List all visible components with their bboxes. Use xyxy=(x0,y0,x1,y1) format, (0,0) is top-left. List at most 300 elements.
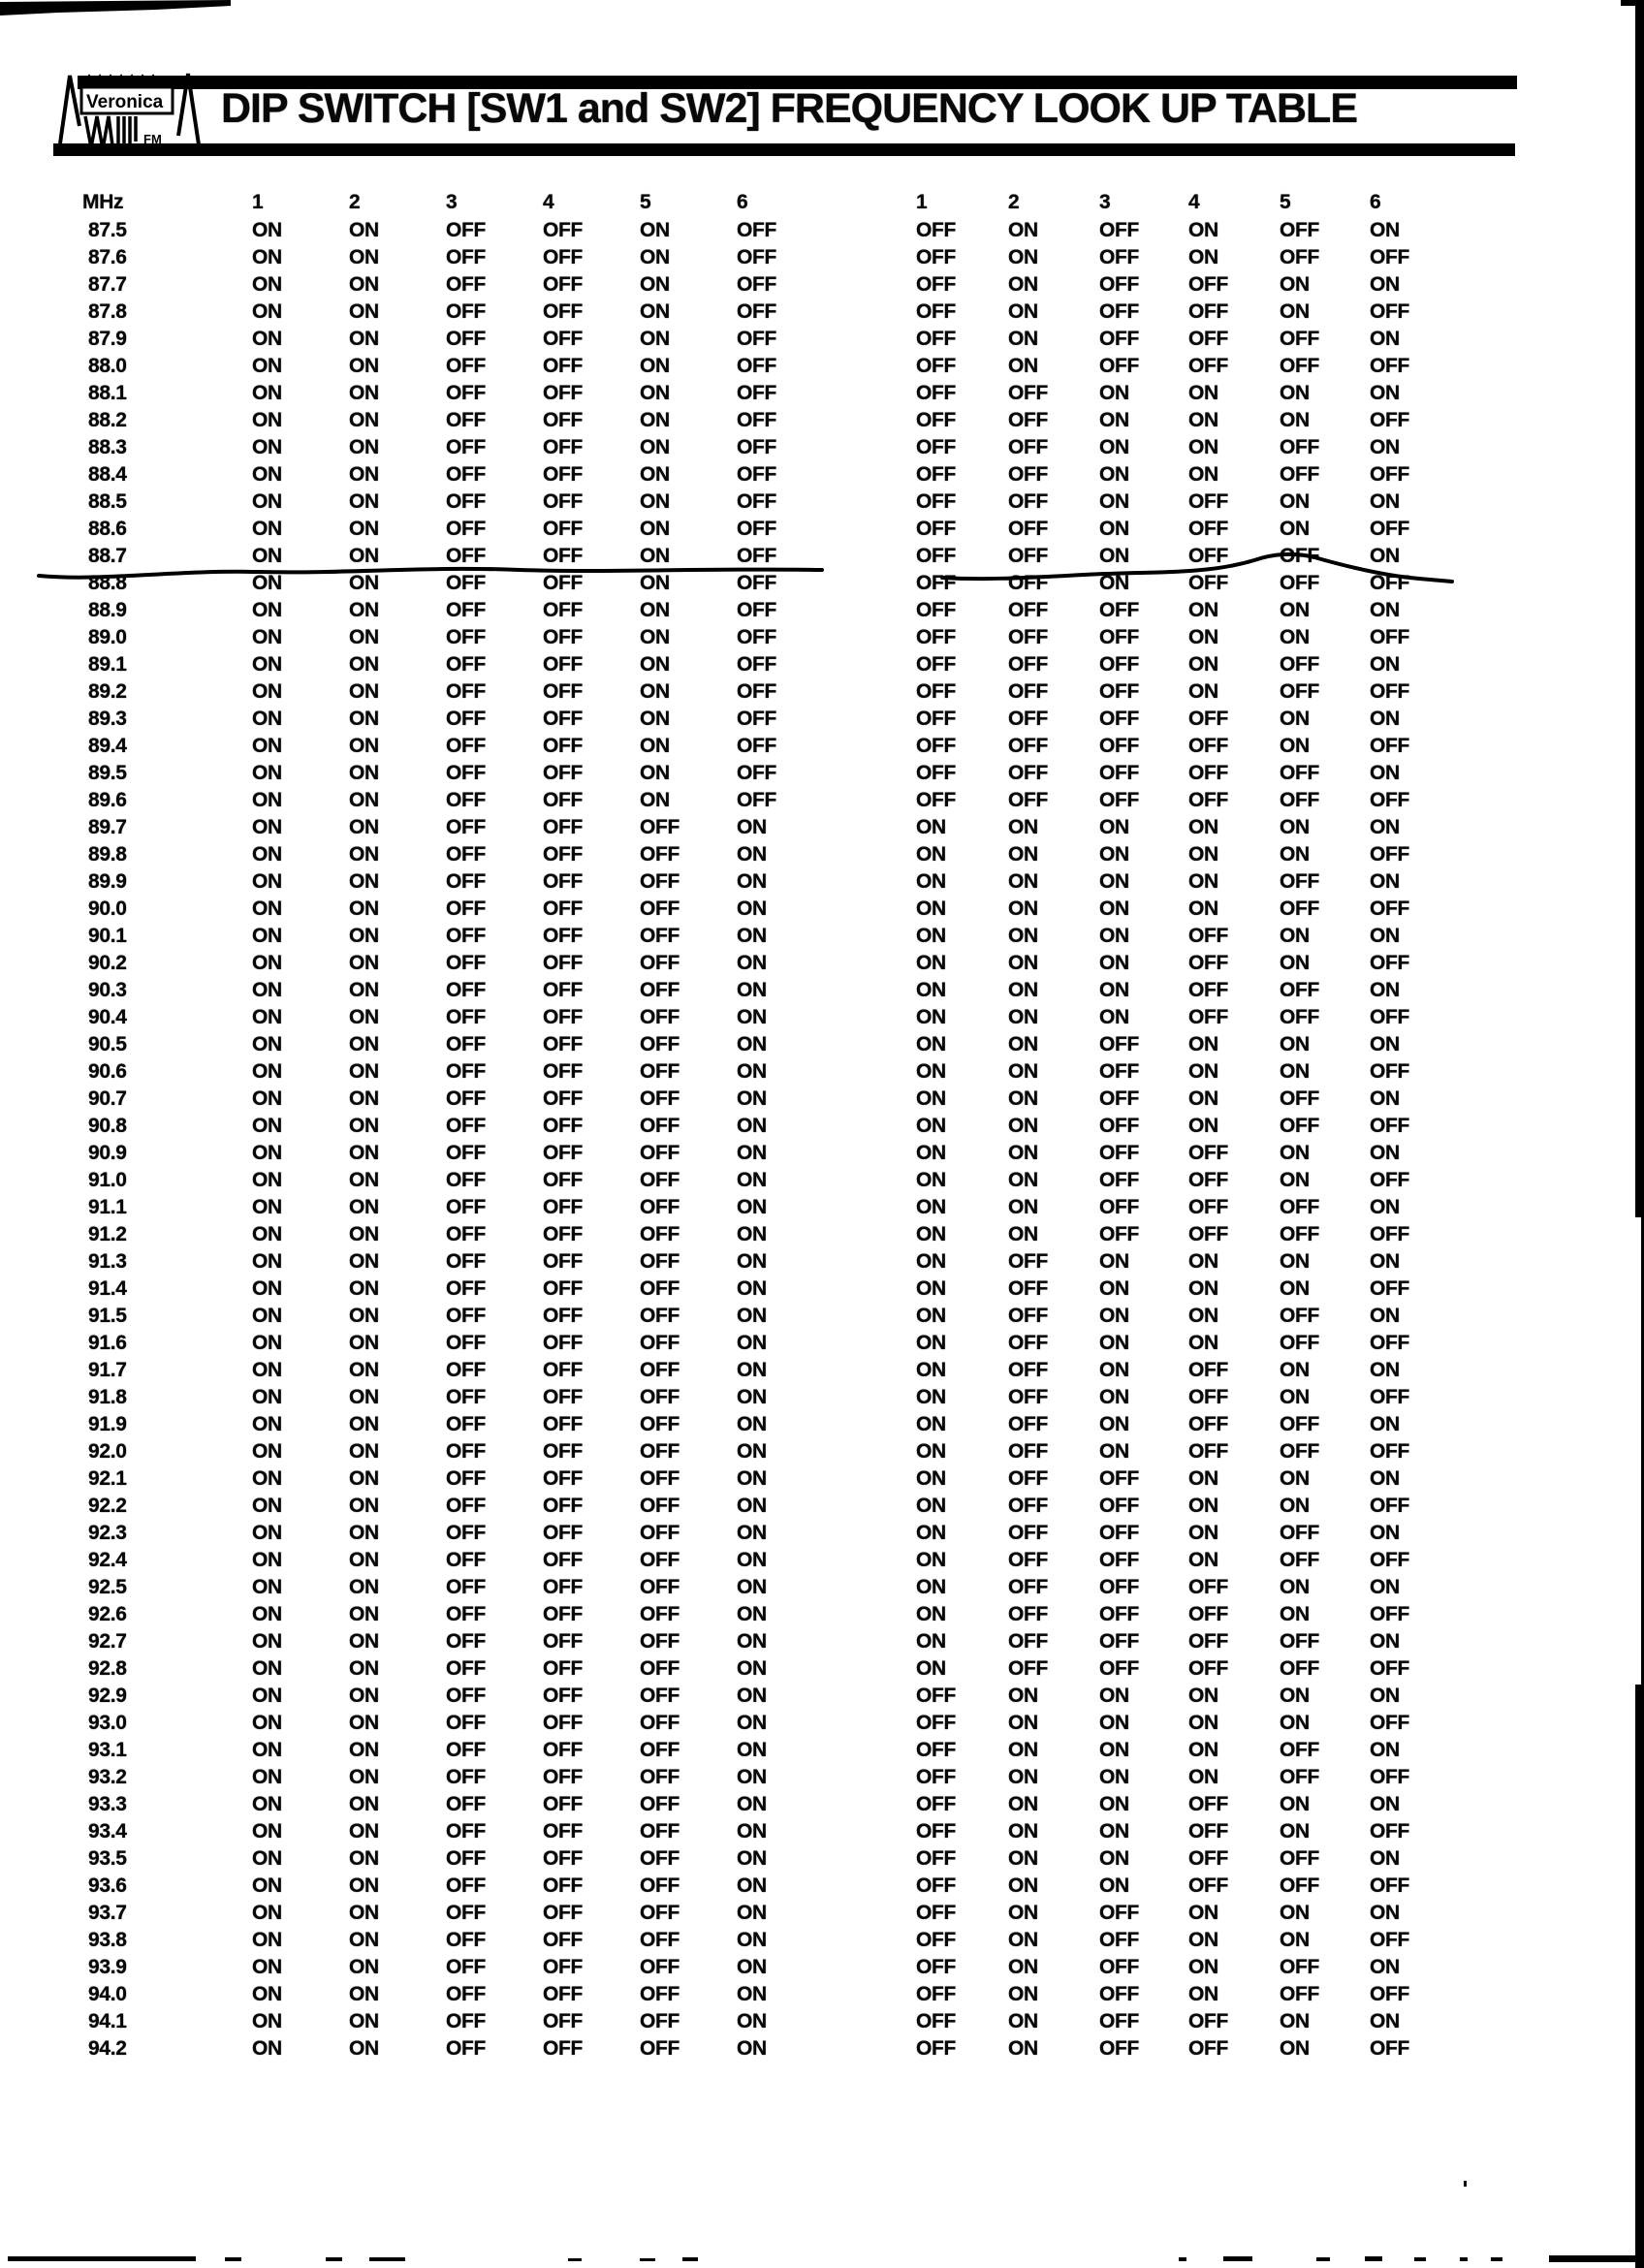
switch-state-cell: OFF xyxy=(543,1413,584,1435)
logo-left-spike xyxy=(60,76,79,143)
switch-state-cell: ON xyxy=(349,789,379,811)
switch-state-cell: OFF xyxy=(446,1983,487,2005)
switch-state-cell: ON xyxy=(737,1196,767,1218)
switch-state-cell: ON xyxy=(916,1223,946,1245)
switch-state-cell: ON xyxy=(349,409,379,431)
switch-state-cell: OFF xyxy=(446,1413,487,1435)
switch-state-cell: ON xyxy=(737,1902,767,1924)
freq-cell: 88.6 xyxy=(88,518,127,540)
switch-state-cell: OFF xyxy=(1099,1169,1140,1191)
switch-state-cell: ON xyxy=(349,925,379,947)
switch-state-cell: ON xyxy=(640,735,670,757)
switch-state-cell: ON xyxy=(1370,545,1400,567)
switch-state-cell: ON xyxy=(737,843,767,866)
col-header-switch: 4 xyxy=(1188,191,1200,213)
switch-state-cell: ON xyxy=(1370,1793,1400,1815)
switch-state-cell: OFF xyxy=(1370,1386,1410,1408)
switch-state-cell: OFF xyxy=(446,545,487,567)
logo-waveform-bars xyxy=(118,116,136,149)
switch-state-cell: OFF xyxy=(1370,626,1410,648)
freq-cell: 92.7 xyxy=(88,1630,127,1653)
switch-state-cell: ON xyxy=(737,1956,767,1978)
table-row xyxy=(88,1357,1555,1384)
switch-state-cell: OFF xyxy=(1188,545,1229,567)
switch-state-cell: OFF xyxy=(446,1576,487,1598)
switch-state-cell: OFF xyxy=(640,1874,680,1897)
freq-cell: 94.2 xyxy=(88,2037,127,2060)
switch-state-cell: ON xyxy=(349,1847,379,1870)
switch-state-cell: OFF xyxy=(1188,1359,1229,1381)
switch-state-cell: OFF xyxy=(543,1332,584,1354)
logo-sub-text: FM xyxy=(143,132,162,146)
switch-state-cell: ON xyxy=(252,1766,282,1788)
switch-state-cell: OFF xyxy=(1280,219,1320,241)
switch-state-cell: ON xyxy=(640,599,670,621)
switch-state-cell: ON xyxy=(1280,925,1310,947)
switch-state-cell: OFF xyxy=(446,219,487,241)
switch-state-cell: OFF xyxy=(446,653,487,676)
freq-cell: 91.2 xyxy=(88,1223,127,1245)
switch-state-cell: ON xyxy=(252,626,282,648)
switch-state-cell: ON xyxy=(1008,1929,1038,1951)
switch-state-cell: ON xyxy=(252,653,282,676)
switch-state-cell: ON xyxy=(349,2010,379,2032)
switch-state-cell: ON xyxy=(1188,1766,1218,1788)
switch-state-cell: OFF xyxy=(543,1820,584,1843)
table-row xyxy=(88,1954,1555,1981)
switch-state-cell: ON xyxy=(252,1305,282,1327)
switch-state-cell: OFF xyxy=(737,490,777,513)
switch-state-cell: OFF xyxy=(1370,1766,1410,1788)
switch-state-cell: OFF xyxy=(543,708,584,730)
switch-state-cell: ON xyxy=(1280,490,1310,513)
switch-state-cell: OFF xyxy=(543,436,584,458)
switch-state-cell: ON xyxy=(1370,328,1400,350)
switch-state-cell: OFF xyxy=(446,1467,487,1490)
switch-state-cell: ON xyxy=(349,490,379,513)
switch-state-cell: OFF xyxy=(446,436,487,458)
table-row xyxy=(88,1086,1555,1113)
table-row xyxy=(88,868,1555,896)
switch-state-cell: ON xyxy=(1008,1169,1038,1191)
switch-state-cell: ON xyxy=(252,1685,282,1707)
freq-cell: 92.8 xyxy=(88,1657,127,1680)
switch-state-cell: OFF xyxy=(916,1874,957,1897)
switch-state-cell: ON xyxy=(916,1305,946,1327)
switch-state-cell: OFF xyxy=(446,816,487,838)
switch-state-cell: OFF xyxy=(1008,653,1049,676)
switch-state-cell: ON xyxy=(349,1440,379,1463)
switch-state-cell: OFF xyxy=(916,382,957,404)
switch-state-cell: OFF xyxy=(916,735,957,757)
switch-state-cell: OFF xyxy=(640,1115,680,1137)
freq-cell: 92.2 xyxy=(88,1495,127,1517)
switch-state-cell: OFF xyxy=(543,599,584,621)
switch-state-cell: OFF xyxy=(1370,1495,1410,1517)
switch-state-cell: ON xyxy=(252,1033,282,1055)
switch-state-cell: ON xyxy=(737,1630,767,1653)
switch-state-cell: OFF xyxy=(1188,1847,1229,1870)
handwritten-strike-line xyxy=(35,543,1460,597)
switch-state-cell: ON xyxy=(349,1929,379,1951)
switch-state-cell: ON xyxy=(349,1277,379,1300)
switch-state-cell: ON xyxy=(252,735,282,757)
switch-state-cell: OFF xyxy=(737,708,777,730)
switch-state-cell: ON xyxy=(916,1386,946,1408)
switch-state-cell: ON xyxy=(1099,1386,1129,1408)
switch-state-cell: ON xyxy=(349,1766,379,1788)
switch-state-cell: ON xyxy=(252,436,282,458)
switch-state-cell: ON xyxy=(252,898,282,920)
switch-state-cell: OFF xyxy=(1280,680,1320,703)
switch-state-cell: ON xyxy=(916,1495,946,1517)
switch-state-cell: ON xyxy=(1188,1277,1218,1300)
switch-state-cell: OFF xyxy=(446,1847,487,1870)
switch-state-cell: OFF xyxy=(446,979,487,1001)
table-row xyxy=(88,1113,1555,1140)
switch-state-cell: OFF xyxy=(446,1277,487,1300)
switch-state-cell: ON xyxy=(737,1332,767,1354)
switch-state-cell: OFF xyxy=(446,708,487,730)
switch-state-cell: OFF xyxy=(640,1142,680,1164)
switch-state-cell: ON xyxy=(349,1576,379,1598)
table-row xyxy=(88,380,1555,407)
freq-cell: 90.1 xyxy=(88,925,127,947)
switch-state-cell: ON xyxy=(349,219,379,241)
switch-state-cell: ON xyxy=(349,273,379,296)
switch-state-cell: ON xyxy=(1188,382,1218,404)
switch-state-cell: OFF xyxy=(1008,708,1049,730)
switch-state-cell: ON xyxy=(737,1440,767,1463)
switch-state-cell: ON xyxy=(916,1576,946,1598)
table-row xyxy=(88,461,1555,488)
switch-state-cell: ON xyxy=(1188,626,1218,648)
switch-state-cell: OFF xyxy=(1099,246,1140,268)
switch-state-cell: ON xyxy=(349,1169,379,1191)
switch-state-cell: ON xyxy=(1188,599,1218,621)
switch-state-cell: ON xyxy=(916,843,946,866)
switch-state-cell: ON xyxy=(349,1549,379,1571)
switch-state-cell: ON xyxy=(640,653,670,676)
freq-cell: 90.5 xyxy=(88,1033,127,1055)
switch-state-cell: ON xyxy=(1008,1685,1038,1707)
switch-state-cell: OFF xyxy=(640,1169,680,1191)
switch-state-cell: ON xyxy=(1280,1793,1310,1815)
table-row xyxy=(88,1655,1555,1683)
switch-state-cell: ON xyxy=(1370,1250,1400,1273)
switch-state-cell: OFF xyxy=(1008,1495,1049,1517)
switch-state-cell: ON xyxy=(1280,843,1310,866)
freq-cell: 92.0 xyxy=(88,1440,127,1463)
switch-state-cell: OFF xyxy=(640,1712,680,1734)
switch-state-cell: OFF xyxy=(1099,1603,1140,1625)
switch-state-cell: OFF xyxy=(1008,436,1049,458)
switch-state-cell: OFF xyxy=(1280,1006,1320,1028)
switch-state-cell: OFF xyxy=(1188,273,1229,296)
switch-state-cell: ON xyxy=(252,1630,282,1653)
switch-state-cell: OFF xyxy=(1370,1006,1410,1028)
switch-state-cell: ON xyxy=(916,1522,946,1544)
switch-state-cell: OFF xyxy=(1188,1630,1229,1653)
switch-state-cell: ON xyxy=(1099,1006,1129,1028)
switch-state-cell: OFF xyxy=(640,1983,680,2005)
freq-cell: 92.9 xyxy=(88,1685,127,1707)
switch-state-cell: ON xyxy=(916,1142,946,1164)
switch-state-cell: ON xyxy=(349,246,379,268)
col-header-switch: 1 xyxy=(916,191,928,213)
table-row xyxy=(88,1031,1555,1058)
switch-state-cell: ON xyxy=(916,1603,946,1625)
switch-state-cell: OFF xyxy=(446,1522,487,1544)
switch-state-cell: ON xyxy=(1008,816,1038,838)
switch-state-cell: ON xyxy=(916,1060,946,1083)
switch-state-cell: ON xyxy=(640,300,670,323)
switch-state-cell: OFF xyxy=(446,1386,487,1408)
switch-state-cell: OFF xyxy=(737,409,777,431)
scan-artifact-right-edge xyxy=(1635,0,1644,2268)
switch-state-cell: OFF xyxy=(446,1793,487,1815)
switch-state-cell: ON xyxy=(1008,1820,1038,1843)
switch-state-cell: OFF xyxy=(1280,328,1320,350)
switch-state-cell: OFF xyxy=(916,545,957,567)
switch-state-cell: OFF xyxy=(1008,680,1049,703)
switch-state-cell: OFF xyxy=(543,925,584,947)
switch-state-cell: OFF xyxy=(1280,1874,1320,1897)
switch-state-cell: OFF xyxy=(640,870,680,893)
switch-state-cell: ON xyxy=(349,572,379,594)
switch-state-cell: ON xyxy=(252,1712,282,1734)
switch-state-cell: ON xyxy=(1280,1576,1310,1598)
switch-state-cell: ON xyxy=(349,1983,379,2005)
switch-state-cell: ON xyxy=(737,1413,767,1435)
switch-state-cell: OFF xyxy=(1008,1522,1049,1544)
switch-state-cell: OFF xyxy=(640,952,680,974)
switch-state-cell: OFF xyxy=(1188,2010,1229,2032)
switch-state-cell: OFF xyxy=(446,1495,487,1517)
switch-state-cell: ON xyxy=(252,1169,282,1191)
switch-state-cell: ON xyxy=(1370,708,1400,730)
switch-state-cell: ON xyxy=(1280,952,1310,974)
switch-state-cell: OFF xyxy=(640,1223,680,1245)
switch-state-cell: OFF xyxy=(1099,1142,1140,1164)
switch-state-cell: ON xyxy=(252,1087,282,1110)
switch-state-cell: ON xyxy=(737,1087,767,1110)
switch-state-cell: OFF xyxy=(916,1847,957,1870)
switch-state-cell: ON xyxy=(737,1060,767,1083)
switch-state-cell: OFF xyxy=(1370,789,1410,811)
switch-state-cell: OFF xyxy=(1099,273,1140,296)
switch-state-cell: OFF xyxy=(737,436,777,458)
switch-state-cell: ON xyxy=(252,490,282,513)
switch-state-cell: ON xyxy=(349,1115,379,1137)
switch-state-cell: ON xyxy=(640,436,670,458)
switch-state-cell: ON xyxy=(252,789,282,811)
switch-state-cell: OFF xyxy=(640,1250,680,1273)
table-row xyxy=(88,244,1555,271)
switch-state-cell: ON xyxy=(737,1169,767,1191)
switch-state-cell: ON xyxy=(1008,355,1038,377)
switch-state-cell: ON xyxy=(252,1495,282,1517)
switch-state-cell: ON xyxy=(1008,1115,1038,1137)
table-row xyxy=(88,1764,1555,1791)
switch-state-cell: OFF xyxy=(543,1712,584,1734)
switch-state-cell: OFF xyxy=(1188,355,1229,377)
freq-cell: 93.4 xyxy=(88,1820,127,1843)
freq-cell: 89.0 xyxy=(88,626,127,648)
switch-state-cell: OFF xyxy=(916,626,957,648)
switch-state-cell: ON xyxy=(737,1277,767,1300)
switch-state-cell: ON xyxy=(916,1630,946,1653)
table-row xyxy=(88,651,1555,678)
scan-artifact-top-edge xyxy=(0,0,252,19)
switch-state-cell: ON xyxy=(349,1359,379,1381)
switch-state-cell: ON xyxy=(252,1549,282,1571)
switch-state-cell: OFF xyxy=(1099,1522,1140,1544)
switch-state-cell: OFF xyxy=(916,409,957,431)
switch-state-cell: OFF xyxy=(446,1820,487,1843)
switch-state-cell: OFF xyxy=(1099,1549,1140,1571)
switch-state-cell: OFF xyxy=(446,328,487,350)
freq-cell: 94.0 xyxy=(88,1983,127,2005)
switch-state-cell: ON xyxy=(737,925,767,947)
freq-cell: 92.5 xyxy=(88,1576,127,1598)
switch-state-cell: ON xyxy=(1280,1359,1310,1381)
switch-state-cell: ON xyxy=(1280,518,1310,540)
switch-state-cell: OFF xyxy=(737,789,777,811)
switch-state-cell: ON xyxy=(1280,1277,1310,1300)
switch-state-cell: OFF xyxy=(1008,1386,1049,1408)
logo-comb-icon xyxy=(83,77,158,85)
switch-state-cell: ON xyxy=(349,952,379,974)
table-row xyxy=(88,977,1555,1004)
switch-state-cell: ON xyxy=(640,680,670,703)
table-row xyxy=(88,326,1555,353)
table-row xyxy=(88,2035,1555,2063)
freq-cell: 89.1 xyxy=(88,653,127,676)
switch-state-cell: OFF xyxy=(1280,355,1320,377)
table-row xyxy=(88,814,1555,841)
switch-state-cell: ON xyxy=(737,1359,767,1381)
switch-state-cell: OFF xyxy=(1188,1820,1229,1843)
switch-state-cell: OFF xyxy=(446,1902,487,1924)
switch-state-cell: ON xyxy=(252,1576,282,1598)
switch-state-cell: OFF xyxy=(916,653,957,676)
switch-state-cell: OFF xyxy=(916,1685,957,1707)
switch-state-cell: ON xyxy=(640,762,670,784)
switch-state-cell: OFF xyxy=(1099,1956,1140,1978)
switch-state-cell: ON xyxy=(916,979,946,1001)
switch-state-cell: ON xyxy=(1370,1576,1400,1598)
freq-cell: 92.1 xyxy=(88,1467,127,1490)
freq-cell: 91.6 xyxy=(88,1332,127,1354)
switch-state-cell: ON xyxy=(1099,1793,1129,1815)
switch-state-cell: OFF xyxy=(446,952,487,974)
switch-state-cell: OFF xyxy=(640,816,680,838)
switch-state-cell: OFF xyxy=(543,1685,584,1707)
switch-state-cell: OFF xyxy=(446,518,487,540)
switch-state-cell: OFF xyxy=(1280,463,1320,486)
switch-state-cell: ON xyxy=(1370,1685,1400,1707)
switch-state-cell: ON xyxy=(252,1847,282,1870)
switch-state-cell: OFF xyxy=(1099,626,1140,648)
switch-state-cell: OFF xyxy=(543,843,584,866)
switch-state-cell: ON xyxy=(1008,1983,1038,2005)
switch-state-cell: OFF xyxy=(1280,1332,1320,1354)
switch-state-cell: ON xyxy=(640,328,670,350)
switch-state-cell: OFF xyxy=(543,762,584,784)
switch-state-cell: OFF xyxy=(640,1413,680,1435)
switch-state-cell: OFF xyxy=(446,1440,487,1463)
switch-state-cell: OFF xyxy=(1099,1467,1140,1490)
switch-state-cell: ON xyxy=(1188,1115,1218,1137)
switch-state-cell: OFF xyxy=(1099,735,1140,757)
switch-state-cell: OFF xyxy=(446,1929,487,1951)
switch-state-cell: OFF xyxy=(543,572,584,594)
logo-brand-text: Veronica xyxy=(86,92,164,112)
table-row xyxy=(88,516,1555,543)
switch-state-cell: OFF xyxy=(1188,1413,1229,1435)
switch-state-cell: ON xyxy=(1099,979,1129,1001)
switch-state-cell: ON xyxy=(252,925,282,947)
switch-state-cell: OFF xyxy=(916,572,957,594)
switch-state-cell: ON xyxy=(1370,1630,1400,1653)
switch-state-cell: ON xyxy=(1008,1793,1038,1815)
switch-state-cell: OFF xyxy=(1370,1657,1410,1680)
freq-cell: 89.8 xyxy=(88,843,127,866)
switch-state-cell: ON xyxy=(1099,1874,1129,1897)
switch-state-cell: OFF xyxy=(1008,1440,1049,1463)
switch-state-cell: ON xyxy=(1008,1712,1038,1734)
switch-state-cell: ON xyxy=(1370,1033,1400,1055)
switch-state-cell: OFF xyxy=(543,1630,584,1653)
switch-state-cell: ON xyxy=(252,518,282,540)
switch-state-cell: ON xyxy=(1280,409,1310,431)
switch-state-cell: ON xyxy=(1008,2010,1038,2032)
switch-state-cell: ON xyxy=(640,789,670,811)
switch-state-cell: OFF xyxy=(916,1929,957,1951)
switch-state-cell: ON xyxy=(737,1739,767,1761)
switch-state-cell: ON xyxy=(1099,1440,1129,1463)
switch-state-cell: ON xyxy=(252,2037,282,2060)
switch-state-cell: OFF xyxy=(543,1142,584,1164)
switch-state-cell: ON xyxy=(737,1685,767,1707)
freq-cell: 91.9 xyxy=(88,1413,127,1435)
switch-state-cell: OFF xyxy=(1188,1657,1229,1680)
freq-cell: 87.8 xyxy=(88,300,127,323)
switch-state-cell: OFF xyxy=(543,545,584,567)
table-row xyxy=(88,1520,1555,1547)
switch-state-cell: ON xyxy=(737,1603,767,1625)
switch-state-cell: ON xyxy=(1370,490,1400,513)
switch-state-cell: ON xyxy=(916,1196,946,1218)
switch-state-cell: ON xyxy=(349,1657,379,1680)
switch-state-cell: OFF xyxy=(1188,708,1229,730)
switch-state-cell: ON xyxy=(252,572,282,594)
switch-state-cell: ON xyxy=(1370,1305,1400,1327)
switch-state-cell: OFF xyxy=(1280,762,1320,784)
switch-state-cell: OFF xyxy=(1099,1576,1140,1598)
col-header-switch: 5 xyxy=(640,191,651,213)
switch-state-cell: OFF xyxy=(446,626,487,648)
switch-state-cell: ON xyxy=(1099,436,1129,458)
table-row xyxy=(88,896,1555,923)
switch-state-cell: OFF xyxy=(640,843,680,866)
switch-state-cell: ON xyxy=(252,1956,282,1978)
switch-state-cell: OFF xyxy=(543,1576,584,1598)
switch-state-cell: OFF xyxy=(543,1277,584,1300)
switch-state-cell: ON xyxy=(1099,843,1129,866)
table-row xyxy=(88,434,1555,461)
